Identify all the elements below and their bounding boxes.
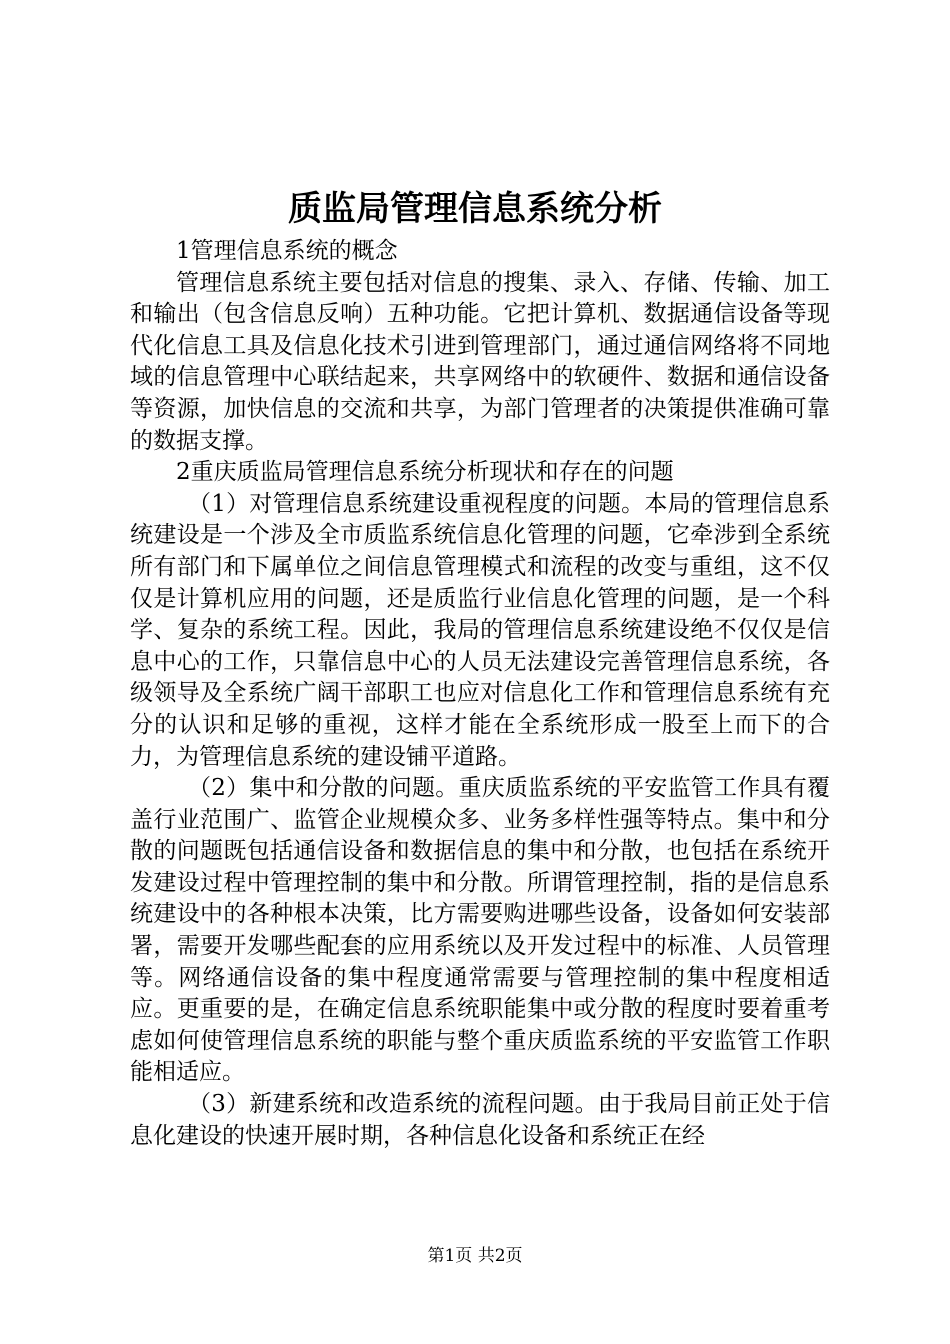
page-footer: 第1页 共2页 [427,1246,523,1266]
paragraph-item-2: （2）集中和分散的问题。重庆质监系统的平安监管工作具有覆盖行业范围广、监管企业规模众多、业务多样性强等特点。集中和分散的问题既包括通信设备和数据信息的集中和分散，也包括在系统开发建设过程中管理控制的集中和分散。所谓管理控制，指的是信息系统建设中的各种根本决策，比方需要购进哪些设备，设备如何安装部署，需要开发哪些配套的应用系统以及开发过程中的标准、人员管理等。网络通信设备的集中程度通常需要与管理控制的集中程度相适应。更重要的是，在确定信息系统职能集中或分散的程度时要着重考虑如何使管理信息系统的职能与整个重庆质监系统的平安监管工作职能相适应。 [130,775,830,1086]
paragraph-concept: 管理信息系统主要包括对信息的搜集、录入、存储、传输、加工和输出（包含信息反响）五种功能。它把计算机、数据通信设备等现代化信息工具及信息化技术引进到管理部门，通过通信网络将不同地域的信息管理中心联结起来，共享网络中的软硬件、数据和通信设备等资源，加快信息的交流和共享，为部门管理者的决策提供准确可靠的数据支撑。 [130,269,830,454]
document-body [130,236,830,1152]
paragraph-item-1: （1）对管理信息系统建设重视程度的问题。本局的管理信息系统建设是一个涉及全市质监系统信息化管理的问题，它牵涉到全系统所有部门和下属单位之间信息管理模式和流程的改变与重组，这不仅仅是计算机应用的问题，还是质监行业信息化管理的问题，是一个科学、复杂的系统工程。因此，我局的管理信息系统建设绝不仅仅是信息中心的工作，只靠信息中心的人员无法建设完善管理信息系统，各级领导及全系统广阔干部职工也应对信息化工作和管理信息系统有充分的认识和足够的重视，这样才能在全系统形成一股至上而下的合力，为管理信息系统的建设铺平道路。 [130,490,830,770]
section-heading-1: 1管理信息系统的概念 [176,238,398,264]
paragraph-item-3: （3）新建系统和改造系统的流程问题。由于我局目前正处于信息化建设的快速开展时期，各种信息化设备和系统正在经 [130,1091,830,1149]
section-heading-2: 2重庆质监局管理信息系统分析现状和存在的问题 [176,459,674,486]
document-title: 质监局管理信息系统分析 [288,189,662,229]
